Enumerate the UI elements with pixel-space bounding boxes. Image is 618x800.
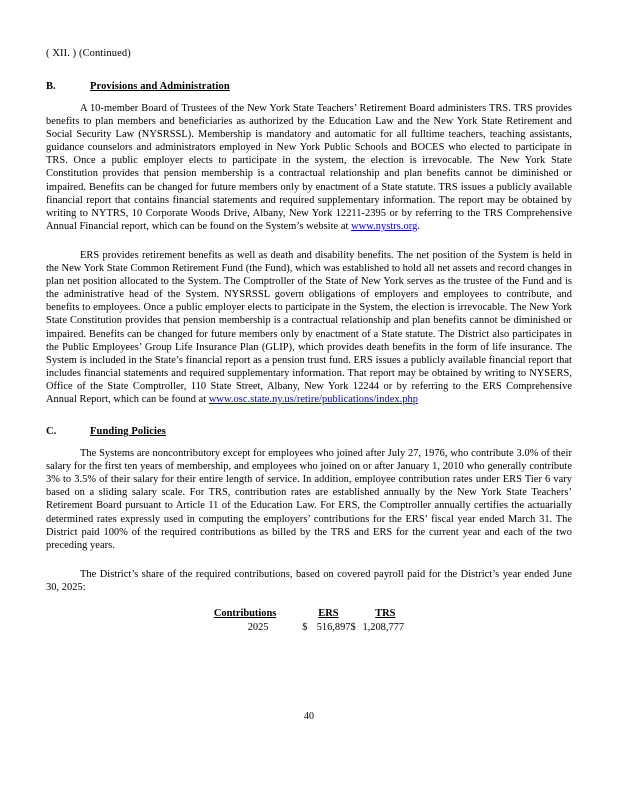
section-letter-c: C. <box>46 426 57 438</box>
section-gap <box>46 417 572 426</box>
paragraph-trs <box>46 102 572 233</box>
column-header-trs: TRS <box>375 608 396 619</box>
column-header-contributions: Contributions <box>213 608 277 619</box>
paragraph-district-share: The District’s share of the required contributions, based on covered payroll paid for the District’s year ended June 30, 2025: <box>46 568 572 593</box>
cell-trs-value: 1,208,777 <box>362 622 405 633</box>
section-letter-b: B. <box>46 81 56 92</box>
paragraph-ers-text: ERS provides retirement benefits as well as death and disability benefits. The net position of the System is held in the New York State Common Retirement Fund (the Fund), which was established to hold all net assets and record changes in plan net position allocated to the System. The Comptroller of the State of New York serves as the trustee of the Fund and is the administrative head of the System. NYSRSSL govern obligations of employers and employees to contribute, and benefits to employees. Once a public employer elects to participate in the System, the election is irrevocable. The New York State Constitution provides that pension membership is a contractual relationship and plan benefits cannot be diminished or impaired. Benefits can be changed for future members only by enactment of a State statute. The District also participates in the Public Employees’ Group Life Insurance Plan (GLIP), which provides death benefits in the form of life insurance. The System is included in the State’s financial report as a pension trust fund. ERS issues a publicly available financial report that includes financial statements and required supplementary information. That report may be obtained by writing to NYSERS, Office of the State Comptroller, 110 State Street, Albany, New York 12244 or by referring to the ERS Comprehensive Annual Report, which can be found at <box>46 249 572 405</box>
table-header-row <box>214 608 404 621</box>
contributions-table-wrapper <box>46 608 572 633</box>
section-title-b: Provisions and Administration <box>90 81 230 92</box>
page-number: 40 <box>304 711 314 722</box>
section-heading-b <box>46 81 572 92</box>
contributions-table <box>214 608 404 633</box>
continued-header: ( XII. ) (Continued) <box>46 48 131 59</box>
cell-year: 2025 <box>247 622 269 633</box>
paragraph-trs-text: A 10-member Board of Trustees of the New York State Teachers’ Retirement Board administers TRS. TRS provides benefits to plan members and beneficiaries as authorized by the Education Law and the New York State Retirement and Social Security Law (NYSRSSL). Membership is mandatory and automatic for all fulltime teachers, teaching assistants, guidance counselors and administrators employed in New York Public Schools and BOCES who elected to participate in TRS. Once a public employer elects to participate in the system, the election is irrevocable. The New York State Constitution provides that pension membership is a contractual relationship and plan benefits cannot be diminished or impaired. Benefits can be changed for future members only by enactment of a State statute. TRS issues a publicly available financial report that contains financial statements and required supplementary information. The report may be obtained by writing to NYTRS, 10 Corporate Woods Drive, Albany, New York 12211-2395 or by referring to the TRS Comprehensive Annual Financial report, which can be found on the System’s website at <box>46 103 572 232</box>
link-nystrs[interactable]: www.nystrs.org <box>351 220 418 232</box>
table-row <box>214 621 404 633</box>
column-header-ers: ERS <box>318 608 339 619</box>
cell-ers-value: 516,897 <box>316 622 351 633</box>
link-osc[interactable]: www.osc.state.ny.us/retire/publications/index.php <box>208 393 419 405</box>
cell-trs-symbol: $ <box>350 622 356 633</box>
paragraph-trs-suffix: . <box>417 220 420 232</box>
section-title-c: Funding Policies <box>90 426 166 438</box>
paragraph-funding-policies: The Systems are noncontributory except for employees who joined after July 27, 1976, who contribute 3.0% of their salary for the first ten years of membership, and employees who joined on or after January 1, 2010 who generally contribute 3% to 3.5% of their salary for their entire length of service. In addition, employee contribution rates under ERS Tier 6 vary based on a sliding salary scale. For TRS, contribution rates are established annually by the New York State Teachers’ Retirement Board pursuant to Article 11 of the Education Law. For ERS, the Comptroller annually certifies the actuarially determined rates expressly used in computing the employers’ contributions for the ERS’ fiscal year ended March 31. The District paid 100% of the required contributions as billed by the TRS and ERS for the current year and each of the two preceding years. <box>46 448 572 551</box>
section-heading-c <box>46 426 572 437</box>
cell-ers-symbol: $ <box>302 622 308 633</box>
paragraph-ers <box>46 249 572 406</box>
